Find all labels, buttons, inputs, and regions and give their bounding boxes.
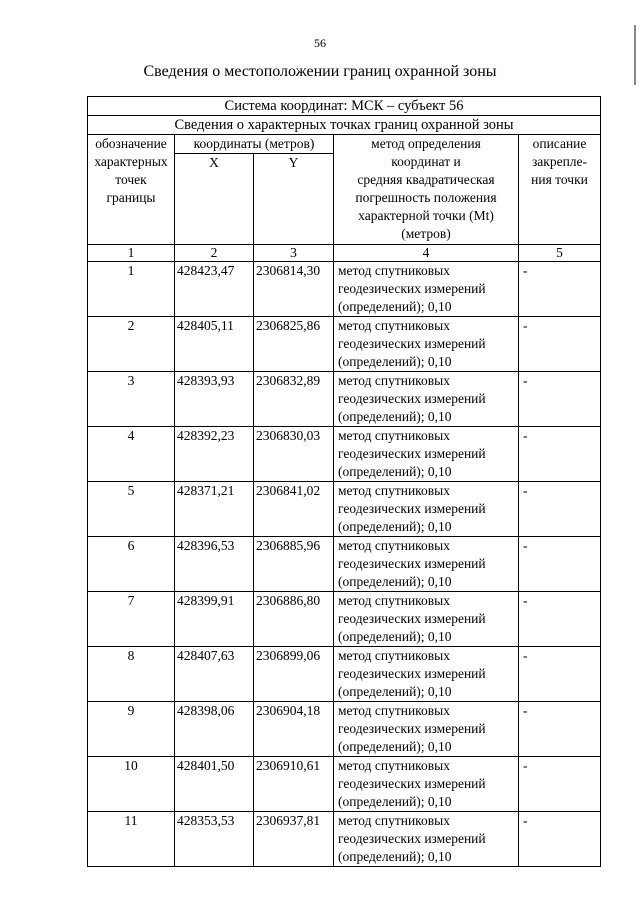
method-line: геодезических измерений: [338, 831, 486, 846]
point-id-cell: 11: [88, 812, 175, 867]
method-line: метод спутниковых: [338, 648, 450, 663]
method-header: [334, 135, 519, 245]
column-number: 2: [175, 245, 254, 262]
method-line: метод спутниковых: [338, 318, 450, 333]
scan-edge-mark: [634, 25, 636, 85]
points-info-header: Сведения о характерных точках границ охранной зоны: [88, 116, 601, 135]
point-id-cell: 7: [88, 592, 175, 647]
column-number: 4: [334, 245, 519, 262]
method-line: метод спутниковых: [338, 593, 450, 608]
table-row: [88, 372, 601, 427]
designation-header-line: границы: [106, 190, 156, 205]
column-number: 3: [254, 245, 334, 262]
y-coordinate-cell: 2306885,96: [254, 537, 334, 592]
column-number-row: [88, 245, 601, 262]
method-line: метод спутниковых: [338, 483, 450, 498]
point-id-cell: 10: [88, 757, 175, 812]
designation-header-line: точек: [115, 172, 147, 187]
method-line: (определений); 0,10: [338, 519, 452, 534]
method-line: (определений); 0,10: [338, 299, 452, 314]
description-header-line: описание: [532, 136, 587, 151]
method-line: метод спутниковых: [338, 758, 450, 773]
method-cell: [334, 427, 519, 482]
description-cell: -: [519, 482, 601, 537]
points-info-row: [88, 116, 601, 135]
y-coordinate-cell: 2306841,02: [254, 482, 334, 537]
method-line: метод спутниковых: [338, 428, 450, 443]
method-line: метод спутниковых: [338, 263, 450, 278]
table-row: [88, 702, 601, 757]
column-number: 5: [519, 245, 601, 262]
description-cell: -: [519, 537, 601, 592]
method-line: геодезических измерений: [338, 666, 486, 681]
column-header-row: [88, 135, 601, 154]
y-coordinate-cell: 2306899,06: [254, 647, 334, 702]
method-header-line: (метров): [401, 226, 451, 241]
method-line: (определений); 0,10: [338, 629, 452, 644]
table-row: [88, 592, 601, 647]
method-line: геодезических измерений: [338, 611, 486, 626]
x-coordinate-cell: 428396,53: [175, 537, 254, 592]
method-line: геодезических измерений: [338, 776, 486, 791]
method-line: метод спутниковых: [338, 373, 450, 388]
table-row: [88, 812, 601, 867]
description-header-line: закрепле-: [531, 154, 588, 169]
boundary-points-table: [87, 96, 601, 867]
x-coordinate-cell: 428398,06: [175, 702, 254, 757]
method-cell: [334, 647, 519, 702]
description-cell: -: [519, 647, 601, 702]
table-row: [88, 427, 601, 482]
method-line: геодезических измерений: [338, 721, 486, 736]
method-line: (определений); 0,10: [338, 354, 452, 369]
designation-header: [88, 135, 175, 245]
point-id-cell: 5: [88, 482, 175, 537]
method-cell: [334, 702, 519, 757]
column-number: 1: [88, 245, 175, 262]
y-coordinate-cell: 2306830,03: [254, 427, 334, 482]
method-cell: [334, 757, 519, 812]
x-coordinate-cell: 428392,23: [175, 427, 254, 482]
point-id-cell: 1: [88, 262, 175, 317]
point-id-cell: 3: [88, 372, 175, 427]
x-coordinate-cell: 428405,11: [175, 317, 254, 372]
table-row: [88, 262, 601, 317]
x-coordinate-cell: 428423,47: [175, 262, 254, 317]
table-row: [88, 317, 601, 372]
method-line: (определений); 0,10: [338, 794, 452, 809]
description-cell: -: [519, 592, 601, 647]
point-id-cell: 2: [88, 317, 175, 372]
y-coordinate-cell: 2306825,86: [254, 317, 334, 372]
coordinates-header: координаты (метров): [175, 135, 334, 154]
table-row: [88, 647, 601, 702]
method-cell: [334, 592, 519, 647]
table-row: [88, 757, 601, 812]
method-line: (определений); 0,10: [338, 574, 452, 589]
method-header-line: характерной точки (Mt): [358, 208, 494, 223]
y-coordinate-cell: 2306937,81: [254, 812, 334, 867]
method-cell: [334, 317, 519, 372]
method-line: геодезических измерений: [338, 336, 486, 351]
method-line: метод спутниковых: [338, 703, 450, 718]
method-cell: [334, 372, 519, 427]
designation-header-line: характерных: [94, 154, 168, 169]
description-cell: -: [519, 427, 601, 482]
point-id-cell: 9: [88, 702, 175, 757]
method-cell: [334, 262, 519, 317]
point-id-cell: 4: [88, 427, 175, 482]
designation-header-line: обозначение: [95, 136, 167, 151]
y-coordinate-cell: 2306886,80: [254, 592, 334, 647]
method-line: (определений); 0,10: [338, 409, 452, 424]
coordinate-system-header: Система координат: МСК – субъект 56: [88, 97, 601, 116]
description-cell: -: [519, 812, 601, 867]
method-header-line: погрешность положения: [355, 190, 497, 205]
method-header-line: метод определения: [371, 136, 481, 151]
method-line: метод спутниковых: [338, 538, 450, 553]
method-header-line: средняя квадратическая: [357, 172, 495, 187]
description-header: [519, 135, 601, 245]
coordinate-system-row: [88, 97, 601, 116]
y-coordinate-cell: 2306910,61: [254, 757, 334, 812]
y-coordinate-cell: 2306814,30: [254, 262, 334, 317]
document-title: Сведения о местоположении границ охранной зоны: [143, 63, 497, 80]
table-row: [88, 482, 601, 537]
point-id-cell: 6: [88, 537, 175, 592]
method-cell: [334, 482, 519, 537]
method-line: геодезических измерений: [338, 281, 486, 296]
x-coordinate-cell: 428393,93: [175, 372, 254, 427]
page-number: 56: [314, 36, 326, 50]
description-cell: -: [519, 262, 601, 317]
method-header-line: координат и: [391, 154, 461, 169]
method-line: (определений); 0,10: [338, 739, 452, 754]
x-header: X: [175, 154, 254, 245]
description-header-line: ния точки: [531, 172, 588, 187]
method-line: (определений); 0,10: [338, 684, 452, 699]
x-coordinate-cell: 428353,53: [175, 812, 254, 867]
description-cell: -: [519, 757, 601, 812]
x-coordinate-cell: 428399,91: [175, 592, 254, 647]
method-cell: [334, 812, 519, 867]
table-row: [88, 537, 601, 592]
method-line: геодезических измерений: [338, 391, 486, 406]
method-line: геодезических измерений: [338, 446, 486, 461]
description-cell: -: [519, 317, 601, 372]
description-cell: -: [519, 372, 601, 427]
method-line: (определений); 0,10: [338, 849, 452, 864]
method-cell: [334, 537, 519, 592]
y-coordinate-cell: 2306904,18: [254, 702, 334, 757]
method-line: (определений); 0,10: [338, 464, 452, 479]
y-coordinate-cell: 2306832,89: [254, 372, 334, 427]
method-line: геодезических измерений: [338, 556, 486, 571]
x-coordinate-cell: 428401,50: [175, 757, 254, 812]
method-line: метод спутниковых: [338, 813, 450, 828]
point-id-cell: 8: [88, 647, 175, 702]
description-cell: -: [519, 702, 601, 757]
x-coordinate-cell: 428407,63: [175, 647, 254, 702]
x-coordinate-cell: 428371,21: [175, 482, 254, 537]
y-header: Y: [254, 154, 334, 245]
method-line: геодезических измерений: [338, 501, 486, 516]
